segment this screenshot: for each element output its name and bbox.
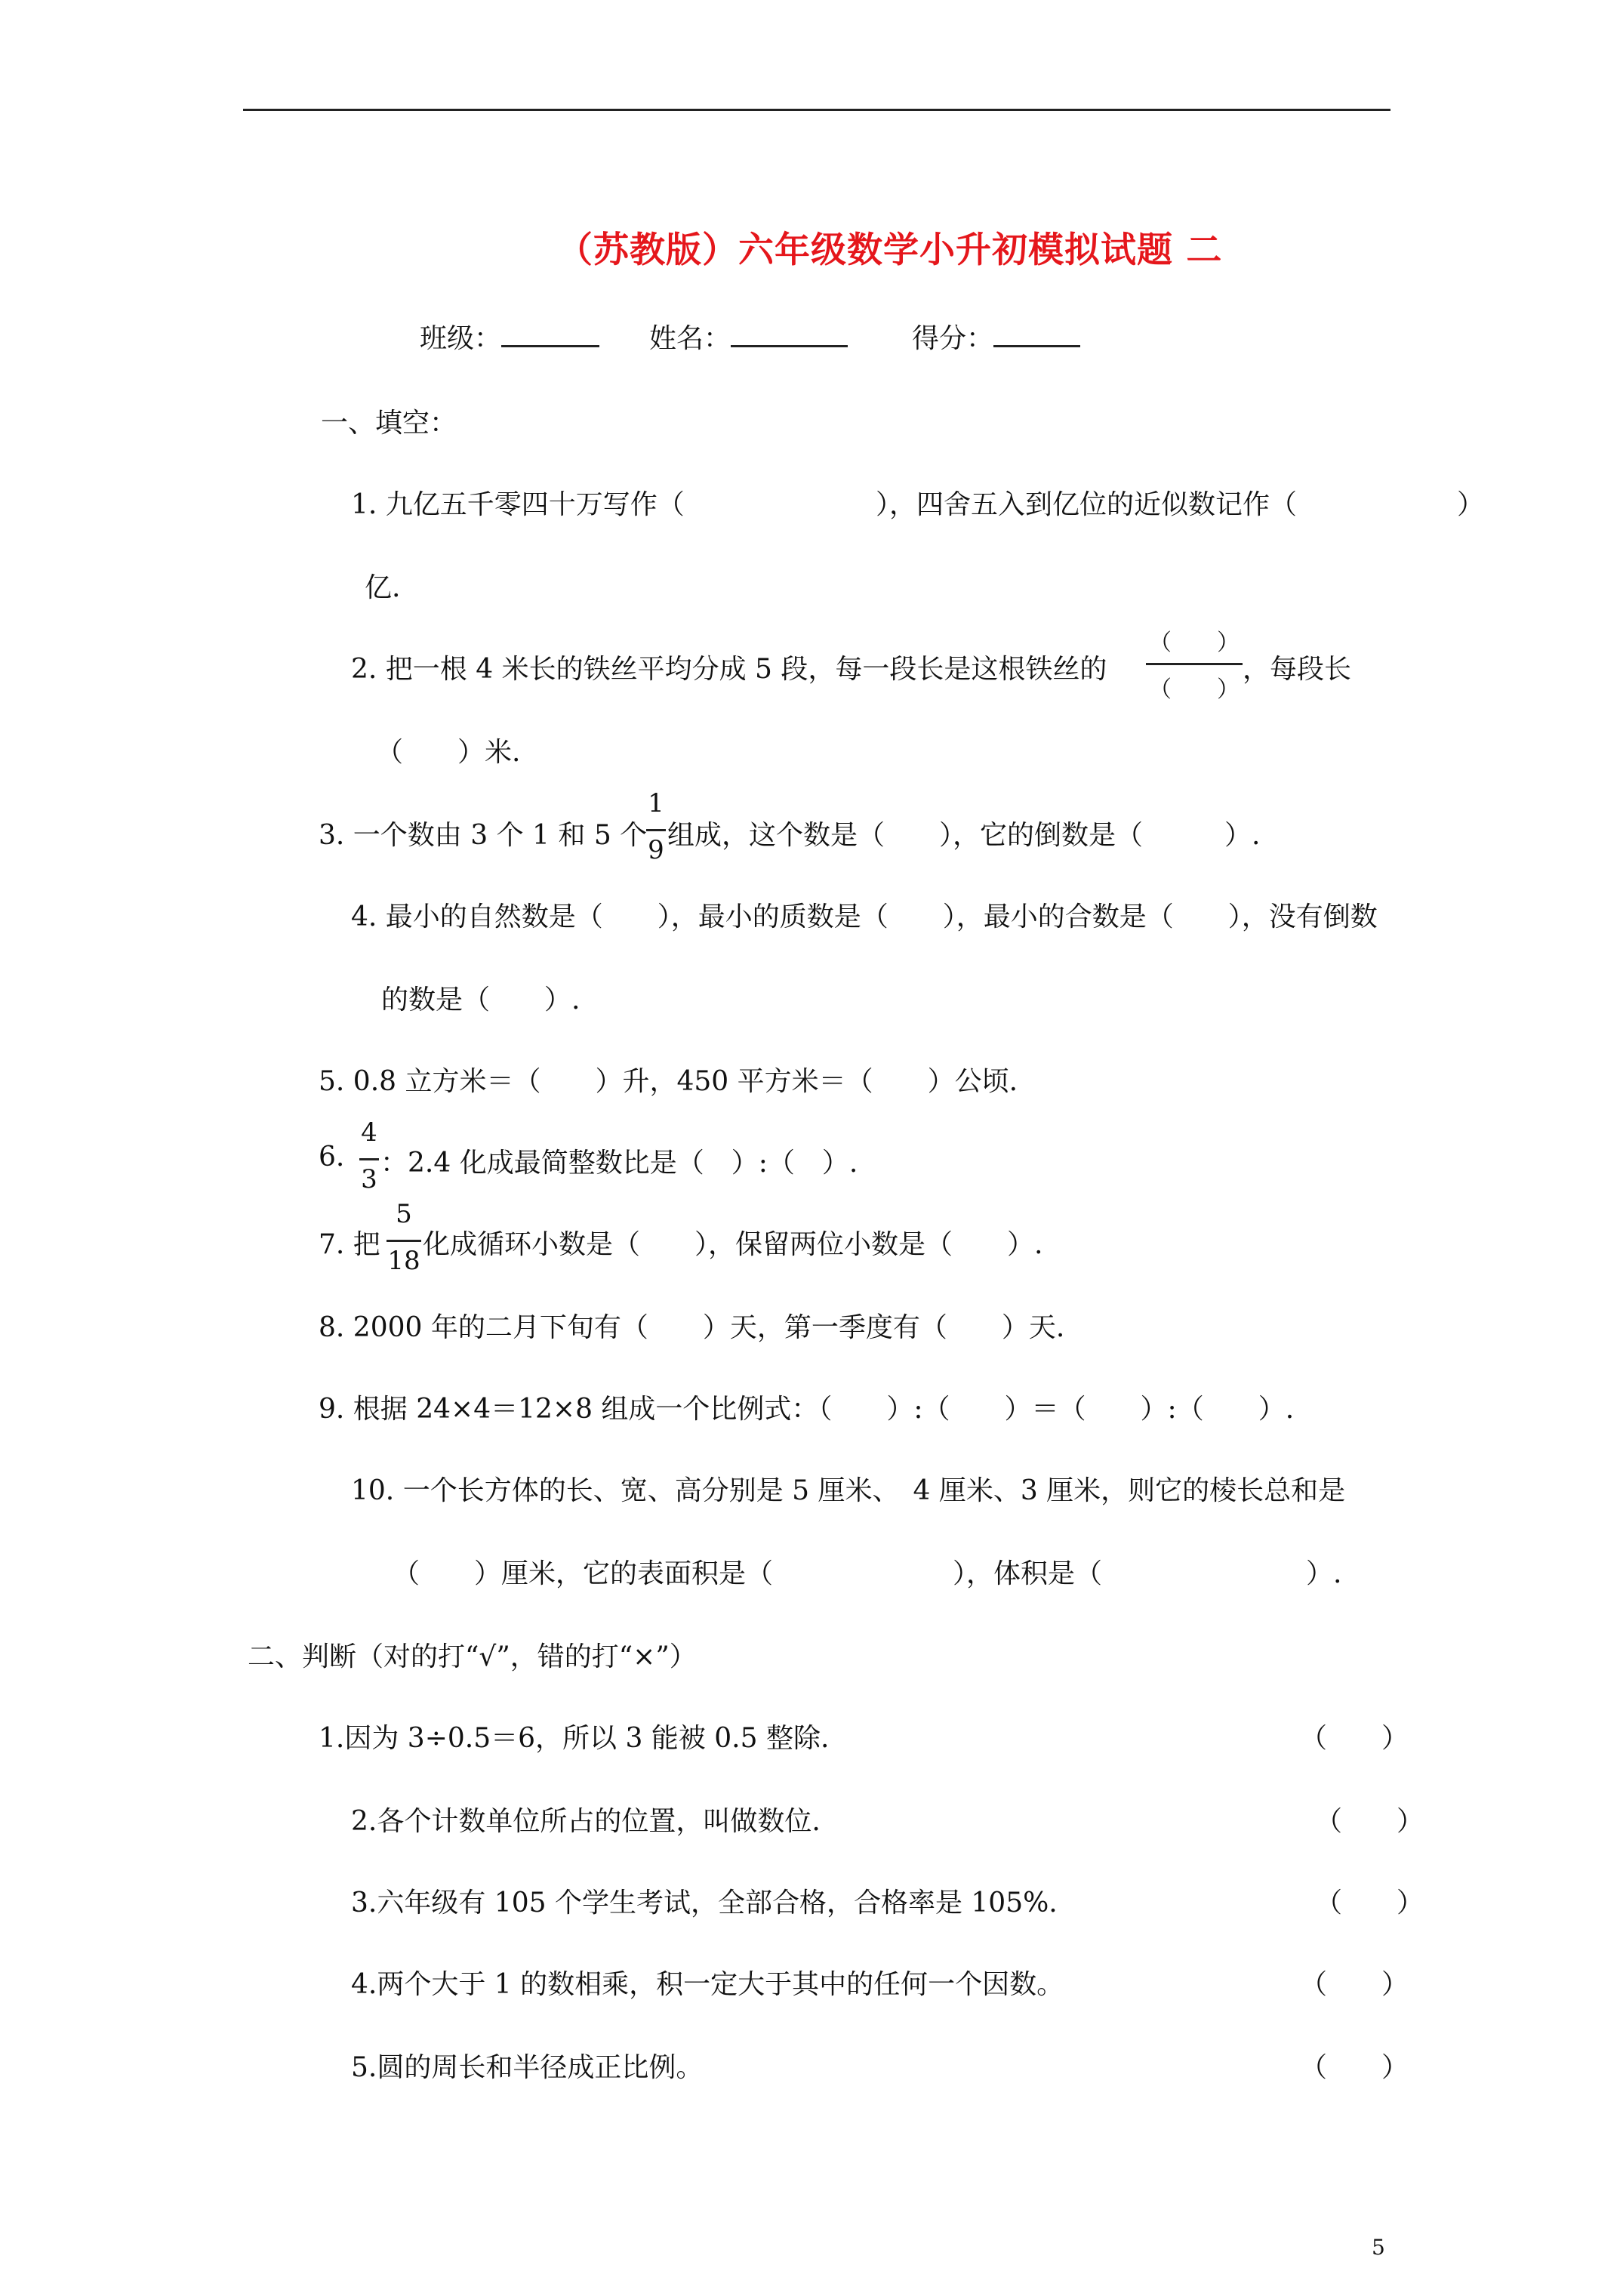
class-label: 班级： <box>420 323 502 354</box>
q3-fraction <box>646 788 666 871</box>
q4-part-a: 4. 最小的自然数是（ ），最小的质数是（ ），最小的合数是（ ），没有倒数 <box>351 901 1378 932</box>
judge-bracket-2: （ ） <box>1315 1806 1424 1837</box>
q2-numerator: （ ） <box>1149 630 1240 656</box>
score-field <box>912 317 1080 356</box>
judge-item-2: 2.各个计数单位所占的位置，叫做数位. <box>351 1806 821 1837</box>
q3-numerator: 1 <box>648 788 664 818</box>
q1-part-a: 1. 九亿五千零四十万写作（ <box>351 489 685 520</box>
judge-bracket-3: （ ） <box>1315 1888 1424 1918</box>
q10-part-b: （ ）厘米，它的表面积是（ <box>393 1558 774 1589</box>
name-field <box>649 317 848 356</box>
q10-part-d: ）. <box>1306 1558 1342 1589</box>
q2-denominator: （ ） <box>1149 676 1240 703</box>
section2-heading: 二、判断（对的打“√”，错的打“×”） <box>248 1641 697 1672</box>
q3-part-a: 3. 一个数由 3 个 1 和 5 个 <box>319 820 648 851</box>
q6-part-a: 6. <box>319 1142 345 1173</box>
class-blank <box>501 322 599 347</box>
q1-part-d: 亿. <box>365 572 401 603</box>
q6-fraction <box>359 1117 379 1200</box>
q1-part-b: ），四舍五入到亿位的近似数记作（ <box>876 489 1298 520</box>
q5-text: 5. 0.8 立方米＝（ ）升，450 平方米＝（ ）公顷. <box>319 1066 1018 1097</box>
q10-part-c: ），体积是（ <box>953 1558 1103 1589</box>
q4-part-b: 的数是（ ）. <box>381 985 581 1015</box>
q8-text: 8. 2000 年的二月下旬有（ ）天，第一季度有（ ）天. <box>319 1312 1065 1343</box>
q6-denominator: 3 <box>361 1164 377 1194</box>
q7-denominator: 18 <box>387 1246 420 1276</box>
q6-numerator: 4 <box>361 1117 377 1148</box>
class-field <box>420 317 599 356</box>
judge-item-5: 5.圆的周长和半径成正比例。 <box>351 2052 704 2083</box>
q3-part-b: 组成，这个数是（ ），它的倒数是（ ）. <box>667 820 1261 851</box>
page-title: （苏教版）六年级数学小升初模拟试题 二 <box>557 230 1223 271</box>
judge-item-1: 1.因为 3÷0.5＝6，所以 3 能被 0.5 整除. <box>319 1723 830 1754</box>
q2-part-a: 2. 把一根 4 米长的铁丝平均分成 5 段，每一段长是这根铁丝的 <box>351 654 1107 685</box>
header-rule <box>243 109 1390 111</box>
judge-bracket-1: （ ） <box>1300 1723 1409 1754</box>
q7-numerator: 5 <box>396 1199 412 1229</box>
score-label: 得分： <box>912 323 994 354</box>
page-number: 5 <box>1372 2235 1385 2260</box>
score-blank <box>993 322 1080 347</box>
q1-part-c: ） <box>1457 489 1485 520</box>
section1-heading: 一、填空： <box>321 408 457 439</box>
q7-part-b: 化成循环小数是（ ），保留两位小数是（ ）. <box>423 1229 1043 1260</box>
judge-item-4: 4.两个大于 1 的数相乘，积一定大于其中的任何一个因数。 <box>351 1969 1064 2000</box>
q6-part-b: ：2.4 化成最简整数比是（ ）:（ ）. <box>380 1148 858 1179</box>
judge-item-3: 3.六年级有 105 个学生考试，全部合格，合格率是 105%. <box>351 1888 1058 1918</box>
q7-fraction <box>387 1199 421 1282</box>
judge-bracket-4: （ ） <box>1300 1969 1409 2000</box>
q9-text: 9. 根据 24×4＝12×8 组成一个比例式：（ ）:（ ）＝（ ）:（ ）. <box>319 1394 1295 1425</box>
judge-bracket-5: （ ） <box>1300 2052 1409 2083</box>
name-label: 姓名： <box>649 323 731 354</box>
q2-fraction <box>1146 624 1243 704</box>
q10-part-a: 10. 一个长方体的长、宽、高分别是 5 厘米、 4 厘米、3 厘米，则它的棱长总和是 <box>351 1475 1346 1506</box>
q2-part-b: ，每段长 <box>1243 654 1352 685</box>
q3-denominator: 9 <box>648 835 664 865</box>
name-blank <box>731 322 848 347</box>
q2-part-c: （ ）米. <box>376 737 521 768</box>
q7-part-a: 7. 把 <box>319 1229 380 1260</box>
